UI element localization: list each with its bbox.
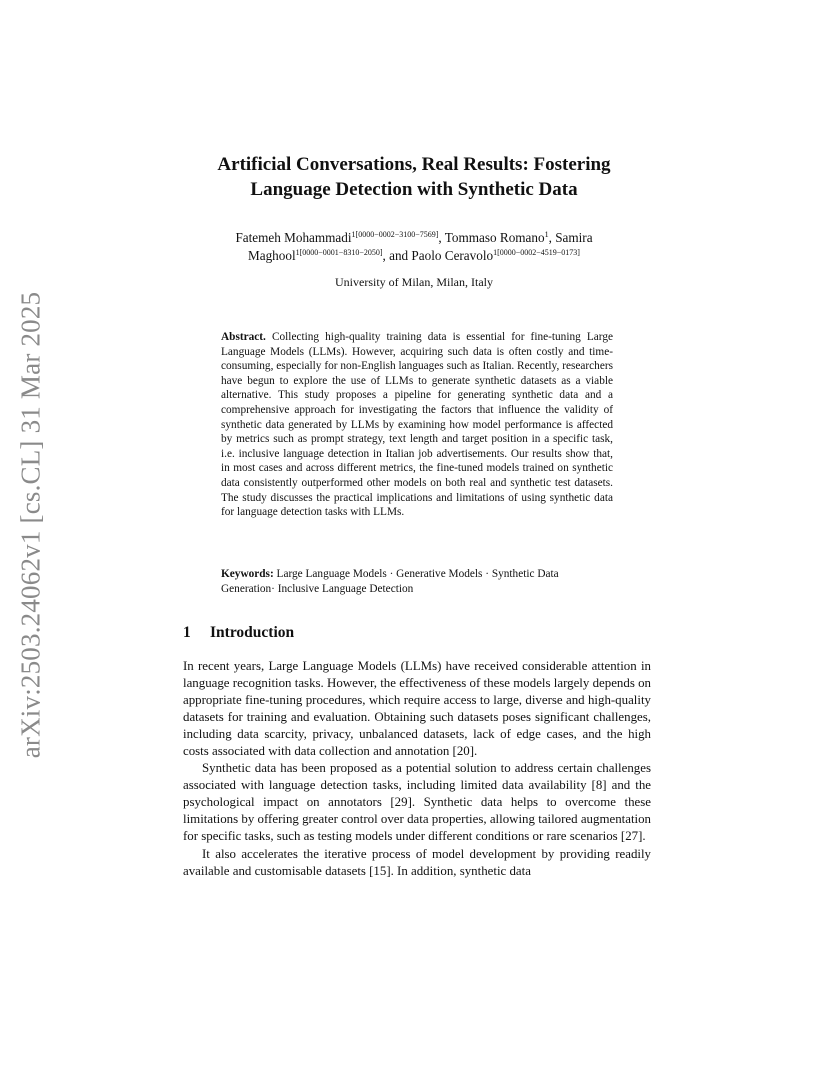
abstract-text: Collecting high-quality training data is essential for fine-tuning Large Language Models (LLMs). However, acquiring such data is often costly and time-consuming, especially for non-English languages such as Italian. Recently, researchers have begun to explore the use of LLMs to generate synthetic datasets as a viable alternative. This study proposes a pipeline for generating synthetic data and a comprehensive approach for investigating the factors that influence the validity of synthetic data generated by LLMs by examining how model performance is affected by metrics such as prompt strategy, text length and target position in a specific task, i.e. inclusive language detection in Italian job advertisements. Our results show that, in most cases and across different metrics, the fine-tuned models trained on synthetic data consistently outperformed other models on both real and synthetic test datasets. The study discusses the practical implications and limitations of using synthetic data for language detection tasks with LLMs. — [221, 331, 613, 519]
paragraph-3: It also accelerates the iterative process of model development by providing readily available and customisable datasets [15]. In addition, synthetic data — [183, 846, 651, 878]
author-line-1 — [150, 229, 678, 247]
author-4-name: , and Paolo Ceravolo — [382, 248, 494, 263]
paragraph-1: In recent years, Large Language Models (LLMs) have received considerable attention in language recognition tasks. However, the effectiveness of these models largely depends on appropriate fine-tuning procedures, which require access to large, diverse and high-quality datasets for training and evaluation. Obtaining such datasets poses significant challenges, including data scarcity, privacy, unbalanced datasets, lack of edge cases, and the high costs associated with data collection and annotation [20]. — [183, 659, 651, 759]
author-3-name-start: , Samira — [548, 230, 593, 245]
author-3-name-end: Maghool — [248, 248, 296, 263]
abstract-label: Abstract. — [221, 331, 266, 343]
arxiv-identifier: arXiv:2503.24062v1 [cs.CL] 31 Mar 2025 — [15, 291, 46, 759]
author-2-name: , Tommaso Romano — [438, 230, 545, 245]
keywords-text: Large Language Models · Generative Models · Synthetic Data Generation· Inclusive Language Detection — [221, 568, 559, 595]
section-title: Introduction — [210, 624, 295, 641]
author-3-orcid: 1[0000−0001−8310−2050] — [295, 248, 383, 257]
author-line-2 — [150, 247, 678, 265]
paper-title — [150, 152, 678, 202]
title-line-1: Artificial Conversations, Real Results: Fostering — [217, 154, 611, 175]
author-4-orcid: 1[0000−0002−4519−0173] — [493, 248, 580, 257]
author-1-name: Fatemeh Mohammadi — [235, 230, 352, 245]
author-1-orcid: 1[0000−0002−3100−7569] — [351, 230, 439, 239]
keywords-label: Keywords: — [221, 568, 274, 580]
author-2-affil: 1 — [544, 230, 549, 239]
author-list — [150, 229, 678, 265]
abstract — [221, 330, 613, 520]
section-number: 1 — [183, 624, 191, 641]
section-heading — [183, 623, 294, 643]
keywords — [221, 567, 613, 596]
title-line-2: Language Detection with Synthetic Data — [250, 179, 578, 200]
arxiv-sidebar-stamp — [0, 0, 60, 1072]
paragraph-2: Synthetic data has been proposed as a potential solution to address certain challenges associated with language detection tasks, including limited data availability [8] and the psychological impact on annotators [29]. Synthetic data helps to overcome these limitations by offering greater control over data properties, allowing tailored augmentation for specific tasks, such as testing models under different conditions or rare scenarios [27]. — [183, 761, 651, 844]
affiliation: University of Milan, Milan, Italy — [335, 275, 493, 289]
section-body — [183, 658, 651, 880]
